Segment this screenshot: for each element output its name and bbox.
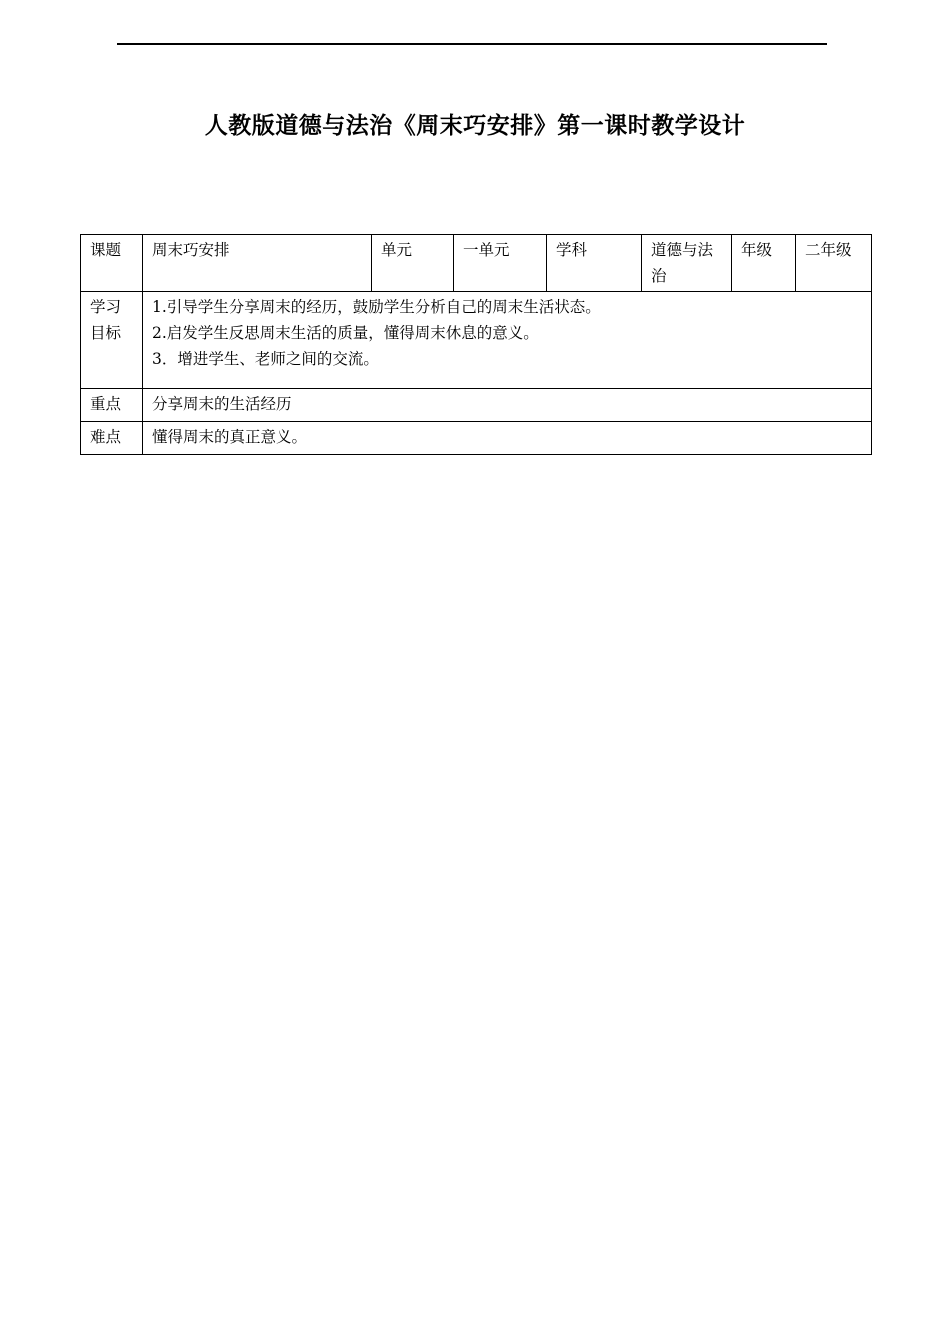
subject-label: 学科 [547,235,642,292]
difficulty-value: 懂得周末的真正意义。 [143,422,872,455]
goals-label-line1: 学习 [90,298,122,316]
goals-label-line2: 目标 [90,324,122,342]
table-row-goals [81,292,872,389]
subject-value: 道德与法治 [642,235,732,292]
grade-value: 二年级 [796,235,872,292]
key-point-value: 分享周末的生活经历 [143,389,872,422]
goal-item-1: 1.引导学生分享周末的经历，鼓励学生分析自己的周末生活状态。 [152,298,601,316]
grade-label: 年级 [732,235,796,292]
goal-item-3: 3．增进学生、老师之间的交流。 [152,350,379,368]
goals-list [143,292,872,389]
table-row-difficulty [81,422,872,455]
unit-value: 一单元 [454,235,547,292]
table-row-key-point [81,389,872,422]
goals-label [81,292,143,389]
header-rule [117,43,827,45]
goal-item-2: 2.启发学生反思周末生活的质量，懂得周末休息的意义。 [152,324,539,342]
difficulty-label: 难点 [81,422,143,455]
key-point-label: 重点 [81,389,143,422]
lesson-plan-table [80,234,872,455]
topic-label: 课题 [81,235,143,292]
topic-value: 周末巧安排 [143,235,372,292]
document-title: 人教版道德与法治《周末巧安排》第一课时教学设计 [204,113,746,139]
unit-label: 单元 [372,235,454,292]
table-row-header-info [81,235,872,292]
